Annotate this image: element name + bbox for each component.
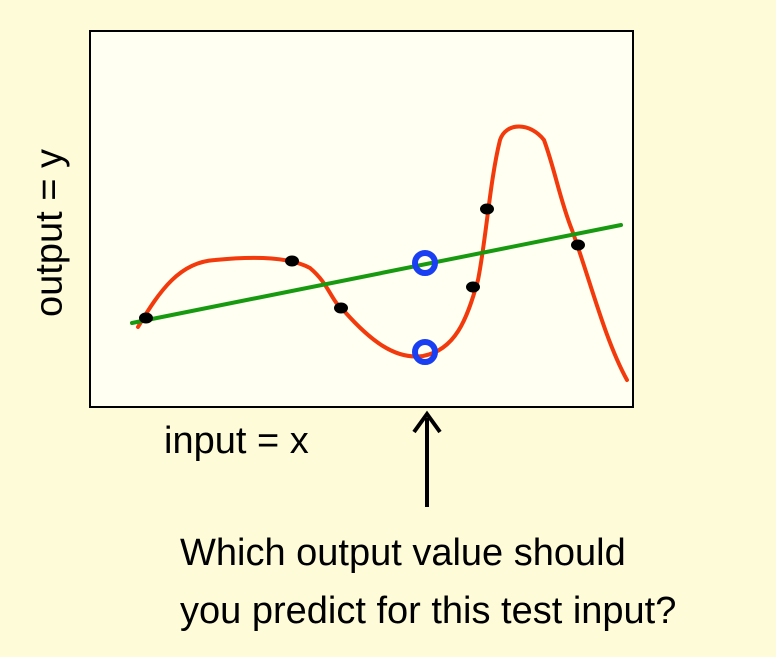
training-point <box>480 204 494 215</box>
question-line-2: you predict for this test input? <box>180 590 677 632</box>
training-point <box>139 313 153 324</box>
training-point <box>571 240 585 251</box>
training-point <box>466 282 480 293</box>
training-point <box>334 303 348 314</box>
question-line-1: Which output value should <box>180 532 626 574</box>
training-point <box>285 256 299 267</box>
test-input-arrow <box>414 414 440 507</box>
x-axis-label: input = x <box>164 420 309 462</box>
y-axis-label: output = y <box>28 149 71 317</box>
plot-frame <box>90 31 633 407</box>
